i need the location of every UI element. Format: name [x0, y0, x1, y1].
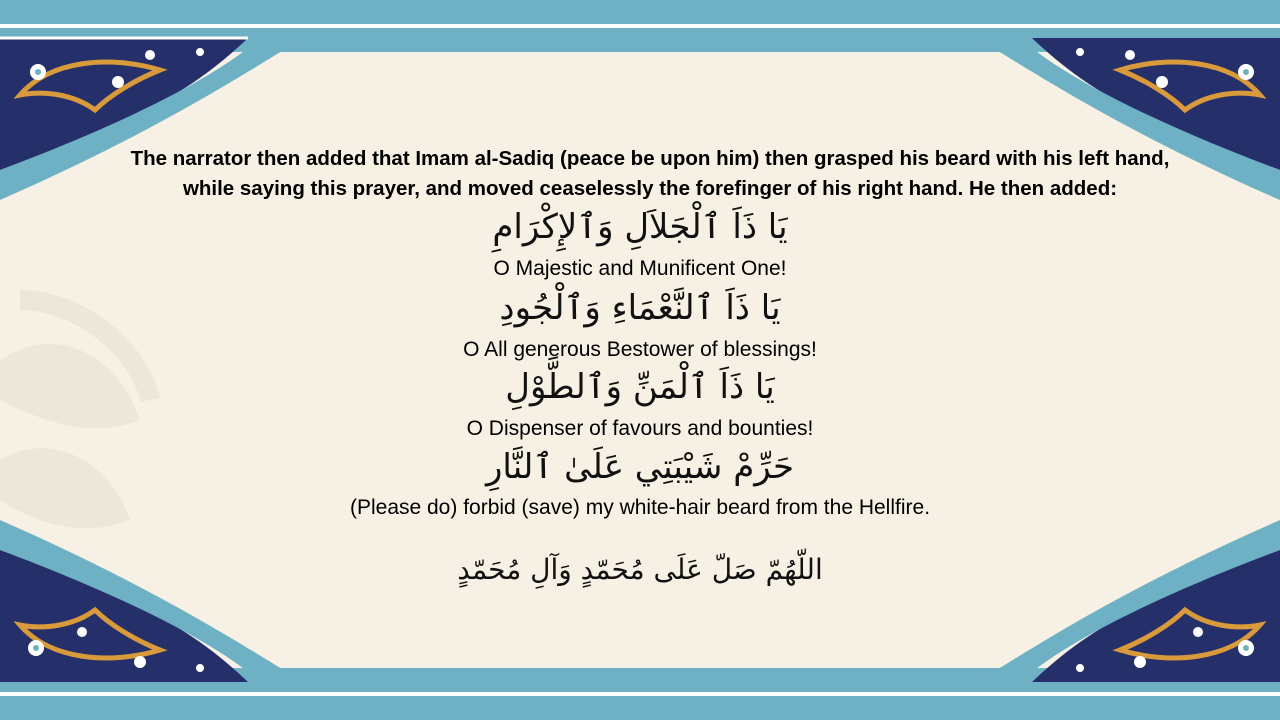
- arabic-verse-2: يَا ذَاَ ٱلنَّعْمَاءِ وَٱلْجُودِ: [499, 288, 781, 328]
- salawat-line: اللّهُمّ صَلّ عَلَى مُحَمّدٍ وَآلِ مُحَمّدٍ: [457, 553, 823, 586]
- intro-line-2: while saying this prayer, and moved ceaselessly the forefinger of his right hand. He then added:: [182, 177, 1118, 200]
- translation-verse-3: O Dispenser of favours and bounties!: [466, 417, 814, 440]
- translation-verse-4: (Please do) forbid (save) my white-hair beard from the Hellfire.: [349, 496, 931, 519]
- intro-line-1: The narrator then added that Imam al-Sadiq (peace be upon him) then grasped his beard with his left hand,: [130, 147, 1170, 170]
- arabic-verse-1: يَا ذَاَ ٱلْجَلاَلِ وَٱلإِكْرَامِ: [492, 207, 788, 247]
- translation-verse-1: O Majestic and Munificent One!: [493, 257, 787, 280]
- arabic-verse-4: حَرِّمْ شَيْبَتِي عَلَىٰ ٱلنَّارِ: [485, 447, 795, 487]
- arabic-verse-3: يَا ذَاَ ٱلْمَنِّ وَٱلطَّوْلِ: [505, 367, 775, 407]
- translation-verse-2: O All generous Bestower of blessings!: [463, 338, 817, 361]
